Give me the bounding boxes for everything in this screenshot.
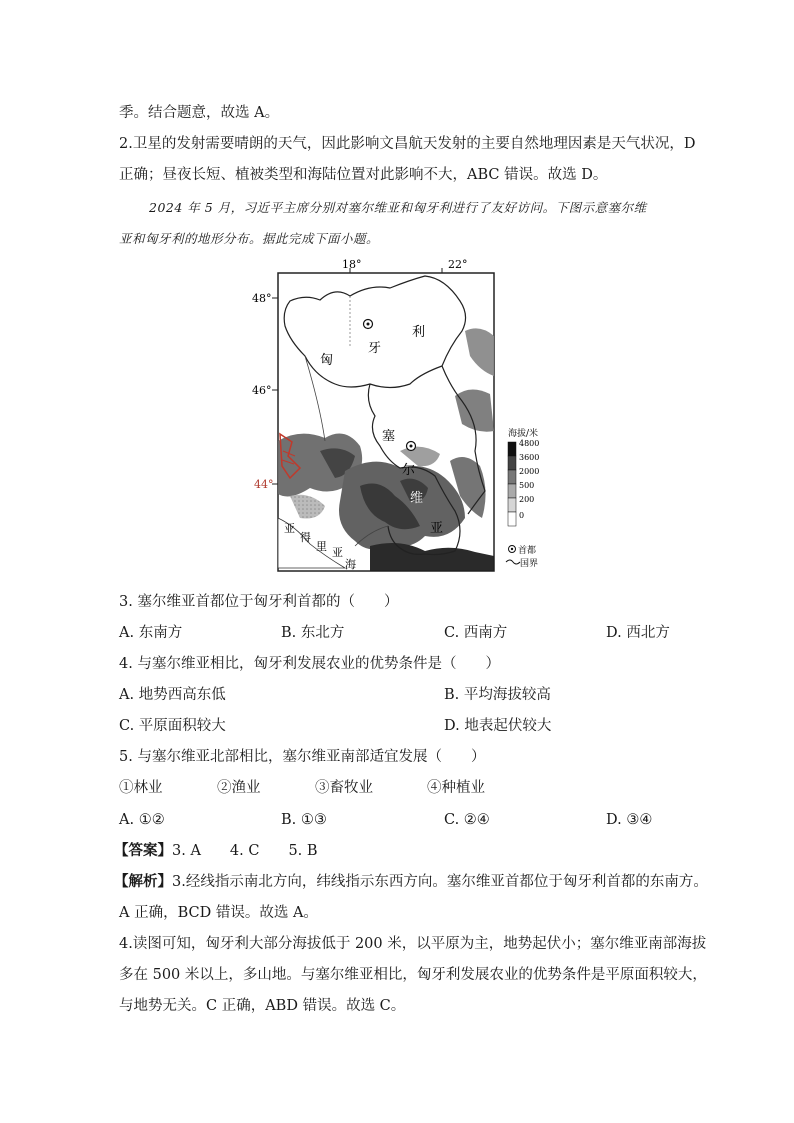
analysis-line-1	[114, 872, 708, 892]
sea-char-3: 里	[316, 540, 327, 553]
serbia-char-1: 塞	[382, 429, 396, 444]
q5-option-c: C. ②④	[444, 812, 490, 828]
analysis-line-5: 与地势无关。C 正确，ABD 错误。故选 C。	[119, 998, 406, 1014]
q5-option-a: A. ①②	[119, 812, 165, 828]
q4-stem: 4. 与塞尔维亚相比，匈牙利发展农业的优势条件是（ ）	[119, 656, 500, 672]
sea-char-5: 海	[345, 558, 356, 571]
intro-line-2: 亚和匈牙利的地形分布。据此完成下面小题。	[119, 231, 380, 246]
hungary-char-2: 牙	[368, 341, 382, 356]
q4-option-d: D. 地表起伏较大	[444, 718, 552, 734]
serbia-char-3: 维	[410, 491, 424, 506]
analysis-line-4: 多在 500 米以上，多山地。与塞尔维亚相比，匈牙利发展农业的优势条件是平原面积较大，	[119, 967, 707, 983]
legend-tick-0: 0	[519, 511, 525, 520]
q5-option-b: B. ①③	[281, 812, 327, 828]
lat-label-46: 46°	[252, 384, 272, 397]
q3-option-b: B. 东北方	[281, 625, 345, 641]
legend-capital-icon	[509, 546, 516, 553]
q4-option-c: C. 平原面积较大	[119, 718, 226, 734]
legend-capital-label: 首都	[518, 546, 537, 556]
q4-option-a: A. 地势西高东低	[119, 687, 226, 703]
lat-label-48: 48°	[252, 292, 272, 305]
text-line-1: 季。结合题意，故选 A。	[119, 105, 280, 121]
legend-title: 海拔/米	[508, 429, 539, 439]
hungary-char-3: 利	[412, 325, 426, 340]
analysis-label: 【解析】	[114, 873, 172, 890]
q3-option-d: D. 西北方	[606, 625, 670, 641]
text-line-3: 正确；昼夜长短、植被类型和海陆位置对此影响不大，ABC 错误。故选 D。	[119, 167, 608, 183]
legend-tick-4800: 4800	[519, 439, 540, 448]
belgrade-capital-icon	[407, 442, 416, 451]
terrain-map	[250, 256, 550, 574]
q3-option-c: C. 西南方	[444, 625, 508, 641]
q5-item-4: ④种植业	[427, 780, 485, 796]
legend-tick-500: 500	[519, 481, 535, 490]
lon-label-22: 22°	[448, 258, 468, 271]
q3-stem: 3. 塞尔维亚首都位于匈牙利首都的（ ）	[119, 594, 399, 610]
q3-option-a: A. 东南方	[119, 625, 183, 641]
q5-stem: 5. 与塞尔维亚北部相比，塞尔维亚南部适宜发展（ ）	[119, 749, 486, 765]
q5-item-2: ②渔业	[217, 780, 261, 796]
analysis-line-2: A 正确，BCD 错误。故选 A。	[119, 905, 318, 921]
legend-border-icon	[506, 560, 520, 564]
intro-line-1: 2024 年 5 月，习近平主席分别对塞尔维亚和匈牙利进行了友好访问。下图示意塞尔维	[149, 200, 647, 215]
hungary-char-1: 匈	[320, 353, 334, 368]
legend-tick-200: 200	[519, 495, 535, 504]
serbia-char-4: 亚	[430, 521, 444, 536]
answer-line	[114, 841, 318, 861]
text-line-2: 2.卫星的发射需要晴朗的天气，因此影响文昌航天发射的主要自然地理因素是天气状况，D	[119, 136, 696, 152]
legend-border-label: 国界	[520, 559, 539, 569]
analysis-line-3: 4.读图可知，匈牙利大部分海拔低于 200 米，以平原为主，地势起伏小；塞尔维亚南部海拔	[119, 936, 707, 952]
analysis-text-1: 3.经线指示南北方向，纬线指示东西方向。塞尔维亚首都位于匈牙利首都的东南方。	[172, 874, 708, 890]
q4-option-b: B. 平均海拔较高	[444, 687, 551, 703]
legend-tick-2000: 2000	[519, 467, 540, 476]
serbia-char-2: 尔	[402, 463, 416, 478]
sea-char-2: 得	[300, 531, 311, 544]
q5-item-3: ③畜牧业	[315, 780, 373, 796]
q5-item-1: ①林业	[119, 780, 163, 796]
answer-text: 3. A 4. C 5. B	[172, 843, 318, 859]
lon-label-18: 18°	[342, 258, 362, 271]
budapest-capital-icon	[364, 320, 373, 329]
elevation-legend	[506, 427, 539, 569]
lat-label-44: 44°	[254, 478, 274, 491]
legend-tick-3600: 3600	[519, 453, 540, 462]
answer-label: 【答案】	[114, 842, 172, 859]
sea-char-4: 亚	[332, 546, 343, 559]
sea-char-1: 亚	[284, 522, 295, 535]
q5-option-d: D. ③④	[606, 812, 653, 828]
